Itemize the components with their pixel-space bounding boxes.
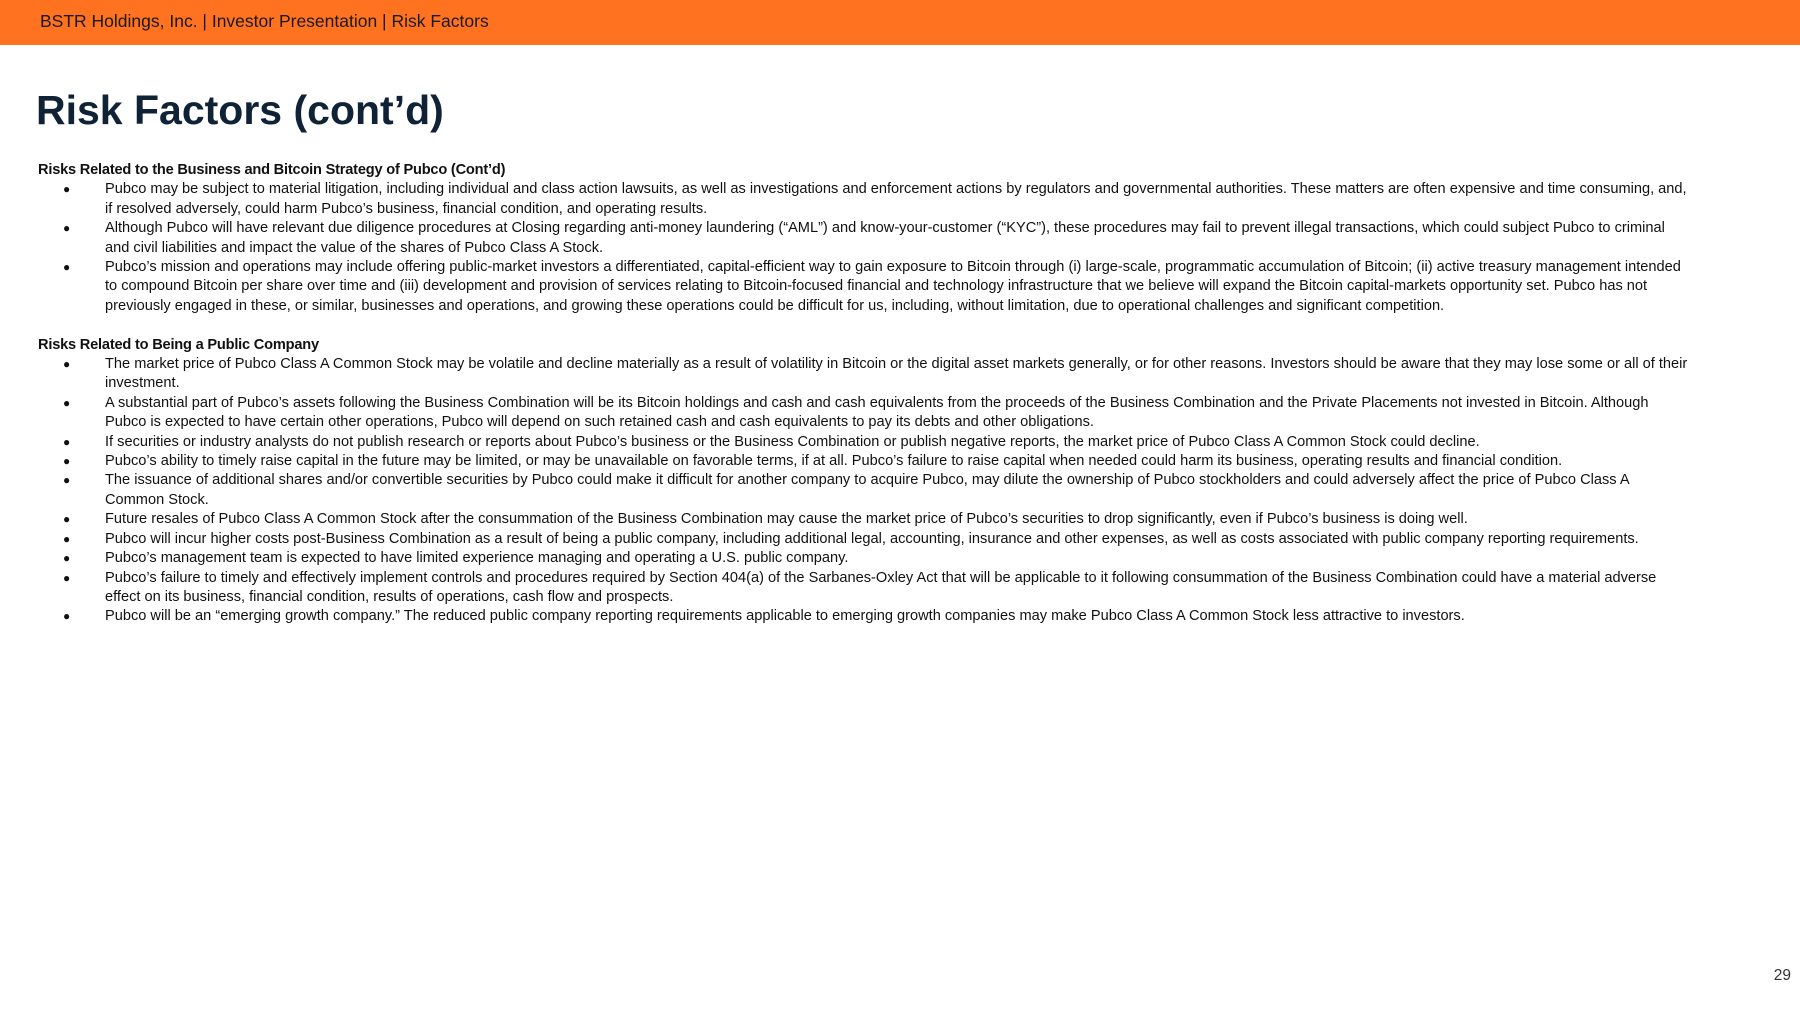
bullet-icon: ● xyxy=(63,395,71,410)
list-item xyxy=(38,394,1698,433)
bullet-icon: ● xyxy=(63,221,71,236)
section-public-company xyxy=(38,336,1698,627)
header-bar-text: BSTR Holdings, Inc. | Investor Presentation | Risk Factors xyxy=(40,11,489,31)
page-number: 29 xyxy=(1773,967,1791,984)
bullet-text: The issuance of additional shares and/or convertible securities by Pubco could make it difficult for another company to acquire Pubco, may dilute the ownership of Pubco stockholders and could adversely affect the price of Pubco Class A Common Stock. xyxy=(105,472,1629,508)
section-spacer xyxy=(38,316,1698,335)
header-bar xyxy=(0,0,1800,45)
bullet-icon: ● xyxy=(63,531,71,546)
bullet-icon: ● xyxy=(63,182,71,197)
page-title: Risk Factors (cont’d) xyxy=(36,87,444,133)
bullet-icon: ● xyxy=(63,434,71,449)
list-item xyxy=(38,219,1698,258)
list-item xyxy=(38,510,1698,529)
list-item xyxy=(38,433,1698,452)
section-business-bitcoin-strategy xyxy=(38,161,1698,316)
bullet-text: Pubco’s failure to timely and effectively implement controls and procedures required by Section 404(a) of the Sarbanes-Oxley Act that will be applicable to it following consummation of the Business Combination could have a material adverse effect on its business, financial condition, results of operations, cash flow and prospects. xyxy=(105,569,1657,605)
bullet-icon: ● xyxy=(63,260,71,275)
bullet-text: If securities or industry analysts do not publish research or reports about Pubco’s business or the Business Combination or publish negative reports, the market price of Pubco Class A Common Stock could decline. xyxy=(105,433,1480,450)
bullet-icon: ● xyxy=(63,454,71,469)
list-item xyxy=(38,607,1698,626)
bullet-text: Pubco may be subject to material litigation, including individual and class action lawsuits, as well as investigations and enforcement actions by regulators and governmental authorities. These matters are often expensive and time consuming, and, if resolved adversely, could harm Pubco’s business, financial condition, and operating results. xyxy=(105,181,1687,217)
bullet-list xyxy=(38,355,1698,627)
bullet-text: Pubco’s ability to timely raise capital in the future may be limited, or may be unavailable on favorable terms, if at all. Pubco’s failure to raise capital when needed could harm its business, operating results and financial condition. xyxy=(105,453,1563,470)
bullet-icon: ● xyxy=(63,551,71,566)
bullet-icon: ● xyxy=(63,570,71,585)
list-item xyxy=(38,355,1698,394)
section-heading: Risks Related to Being a Public Company xyxy=(38,336,319,353)
bullet-icon: ● xyxy=(63,609,71,624)
bullet-icon: ● xyxy=(63,512,71,527)
bullet-text: The market price of Pubco Class A Common Stock may be volatile and decline materially as a result of volatility in Bitcoin or the digital asset markets generally, or for other reasons. Investors should be aware that they may lose some or all of their investment. xyxy=(105,356,1688,392)
bullet-list xyxy=(38,180,1698,316)
list-item xyxy=(38,180,1698,219)
risk-factors-content xyxy=(38,161,1698,627)
bullet-text: Pubco will incur higher costs post-Business Combination as a result of being a public company, including additional legal, accounting, insurance and other expenses, as well as costs associated with public company reporting requirements. xyxy=(105,530,1639,547)
list-item xyxy=(38,471,1698,510)
bullet-text: Pubco’s management team is expected to have limited experience managing and operating a U.S. public company. xyxy=(105,550,849,567)
bullet-text: Although Pubco will have relevant due diligence procedures at Closing regarding anti-money laundering (“AML”) and know-your-customer (“KYC”), these procedures may fail to prevent illegal transactions, which could subject Pubco to criminal and civil liabilities and impact the value of the shares of Pubco Class A Stock. xyxy=(105,220,1665,256)
bullet-text: Pubco will be an “emerging growth company.” The reduced public company reporting requirements applicable to emerging growth companies may make Pubco Class A Common Stock less attractive to investors. xyxy=(105,608,1465,625)
bullet-icon: ● xyxy=(63,357,71,372)
section-heading: Risks Related to the Business and Bitcoin Strategy of Pubco (Cont’d) xyxy=(38,162,506,178)
list-item xyxy=(38,530,1698,549)
list-item xyxy=(38,569,1698,608)
bullet-icon: ● xyxy=(63,473,71,488)
list-item xyxy=(38,549,1698,568)
bullet-text: A substantial part of Pubco’s assets following the Business Combination will be its Bitcoin holdings and cash and cash equivalents from the proceeds of the Business Combination and the Private Placements not invested in Bitcoin. Although Pubco is expected to have certain other operations, Pubco will depend on such retained cash and cash equivalents to pay its debts and other obligations. xyxy=(105,394,1649,431)
bullet-text: Future resales of Pubco Class A Common Stock after the consummation of the Business Combination may cause the market price of Pubco’s securities to drop significantly, even if Pubco’s business is doing well. xyxy=(105,511,1468,528)
list-item xyxy=(38,258,1698,316)
bullet-text: Pubco’s mission and operations may include offering public-market investors a differentiated, capital-efficient way to gain exposure to Bitcoin through (i) large-scale, programmatic accumulation of Bitcoin; (ii) active treasury management intended to compound Bitcoin per share over time and (iii) development and provision of services relating to Bitcoin-focused financial and technology infrastructure that we believe will expand the Bitcoin capital-markets opportunity set. Pubco has not previously engaged in these, or similar, businesses and operations, and growing these operations could be difficult for us, including, without limitation, due to operational challenges and significant competition. xyxy=(105,259,1681,314)
list-item xyxy=(38,452,1698,471)
